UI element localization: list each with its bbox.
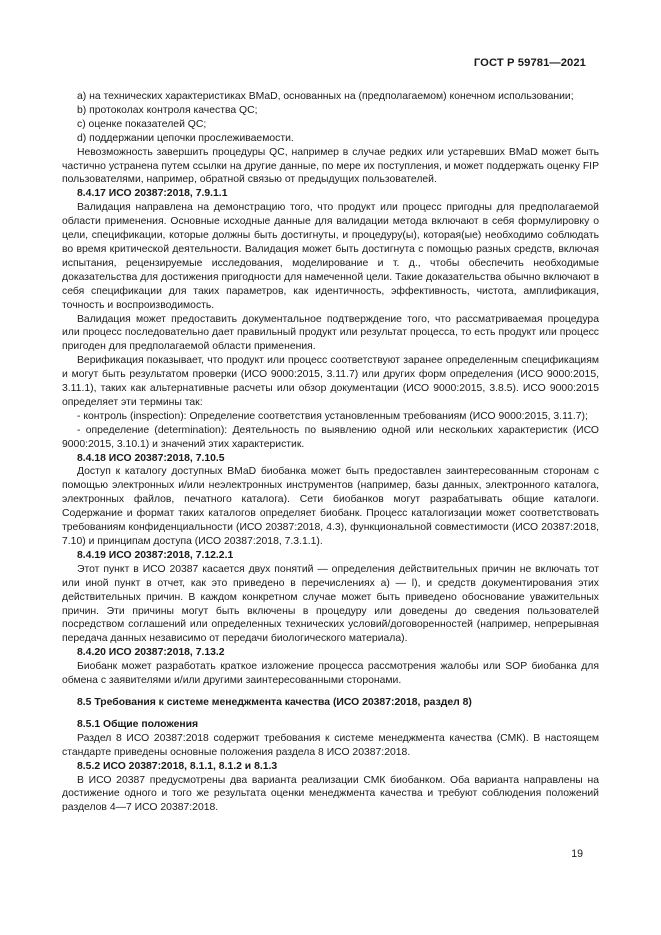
list-item-d: d) поддержании цепочки прослеживаемости. [77,132,294,144]
page-number: 19 [571,848,583,860]
clause-heading: 8.4.20 ИСО 20387:2018, 7.13.2 [77,647,225,659]
list-item-a: a) на технических характеристиках BMaD, основанных на (предполагаемом) конечном использовании; [77,91,574,102]
body-paragraph: Невозможность завершить процедуры QC, например в случае редких или устаревших BMaD может быть частично устранена путем ссылки на другие данные, по мере их поступления, и может поддержать оценку FIP пользователями, например, обратной связью от предыдущих пользователей. [62,146,599,186]
section-heading: 8.5 Требования к системе менеджмента качества (ИСО 20387:2018, раздел 8) [77,696,472,708]
clause-heading: 8.5.2 ИСО 20387:2018, 8.1.1, 8.1.2 и 8.1.3 [77,760,278,772]
body-paragraph: Биобанк может разработать краткое изложение процесса рассмотрения жалобы или SOP биобанка для обмена с заявителями и/или другими заинтересованными сторонами. [62,661,599,687]
clause-heading: 8.4.17 ИСО 20387:2018, 7.9.1.1 [77,188,228,200]
body-paragraph: В ИСО 20387 предусмотрены два варианта реализации СМК биобанком. Оба варианта направлены на достижение одного и того же результата оценки менеджмента качества и требуют соблюдения положений разделов 4—7 ИСО 20387:2018. [62,774,599,814]
body-paragraph: Раздел 8 ИСО 20387:2018 содержит требования к системе менеджмента качества (СМК). В настоящем стандарте приведены основные положения раздела 8 ИСО 20387:2018. [62,732,599,758]
document-body [62,90,599,815]
definition-item: - определение (determination): Деятельность по выявлению одной или нескольких характеристик (ИСО 9000:2015, 3.10.1) и значений этих характеристик. [62,424,599,450]
clause-heading: 8.4.18 ИСО 20387:2018, 7.10.5 [77,452,225,464]
body-paragraph: Этот пункт в ИСО 20387 касается двух понятий — определения действительных причин не включать тот или иной пункт в отчет, как это приведено в перечислениях a) — l), и средств документирования этих действительных причин. В каждом конкретном случае может быть приведено обоснование уважительных причин. Эти причины могут быть включены в процедуру или доведены до сведения пользователей посредством соглашений или определенных технических условий/договоренностей (например, непрерывная передача данных независимо от передачи биологического материала). [62,563,599,645]
body-paragraph: Валидация может предоставить документальное подтверждение того, что рассматриваемая процедура или процесс последовательно дает правильный продукт или результат процесса, то есть продукт или процесс пригоден для предполагаемой области применения. [62,313,599,353]
body-paragraph: Доступ к каталогу доступных BMaD биобанка может быть предоставлен заинтересованным сторонам с помощью электронных и/или неэлектронных инструментов (например, базы данных, электронного каталога, электронных файлов, печатного каталога). Сети биобанков могут разрабатывать общие каталоги. Содержание и формат таких каталогов определяет биобанк. Процесс каталогизации может соответствовать требованиям конфиденциальности (ИСО 20387:2018, 4.3), функциональной совместимости (ИСО 20387:2018, 7.10) и принципам доступа (ИСО 20387:2018, 7.3.1.1). [62,466,599,547]
body-paragraph: Верификация показывает, что продукт или процесс соответствуют заранее определенным спецификациям и могут быть результатом проверки (ИСО 9000:2015, 3.11.7) или других форм определения (ИСО 9000:2015, 3.11.1), таких как альтернативные расчеты или обзор документации (ИСО 9000:2015, 3.8.5). ИСО 9000:2015 определяет эти термины так: [62,355,599,408]
subsection-heading: 8.5.1 Общие положения [77,718,199,730]
document-header: ГОСТ Р 59781—2021 [473,57,586,69]
list-item-b: b) протоколах контроля качества QC; [77,104,258,116]
definition-item: - контроль (inspection): Определение соответствия установленным требованиям (ИСО 9000:2015, 3.11.7); [77,410,588,422]
body-paragraph: Валидация направлена на демонстрацию того, что продукт или процесс пригодны для предполагаемой области применения. Основные исходные данные для валидации метода включают в себя формулировку о цели, спецификации, которые должны быть достигнуты, и процедуру(ы), которая(ые) необходимо соблюдать во время критической деятельности. Валидация может быть достигнута с помощью разных средств, включая испытания, рецензируемые исследования, моделирование и т. д., чтобы обеспечить необходимые доказательства для достижения пригодности для намеченной цели. Такие доказательства обычно включают в себя спецификации для таких параметров, как идентичность, эффективность, чистота, амплификация, точность и воспроизводимость. [62,202,599,311]
list-item-c: c) оценке показателей QC; [77,118,207,130]
clause-heading: 8.4.19 ИСО 20387:2018, 7.12.2.1 [77,549,234,561]
